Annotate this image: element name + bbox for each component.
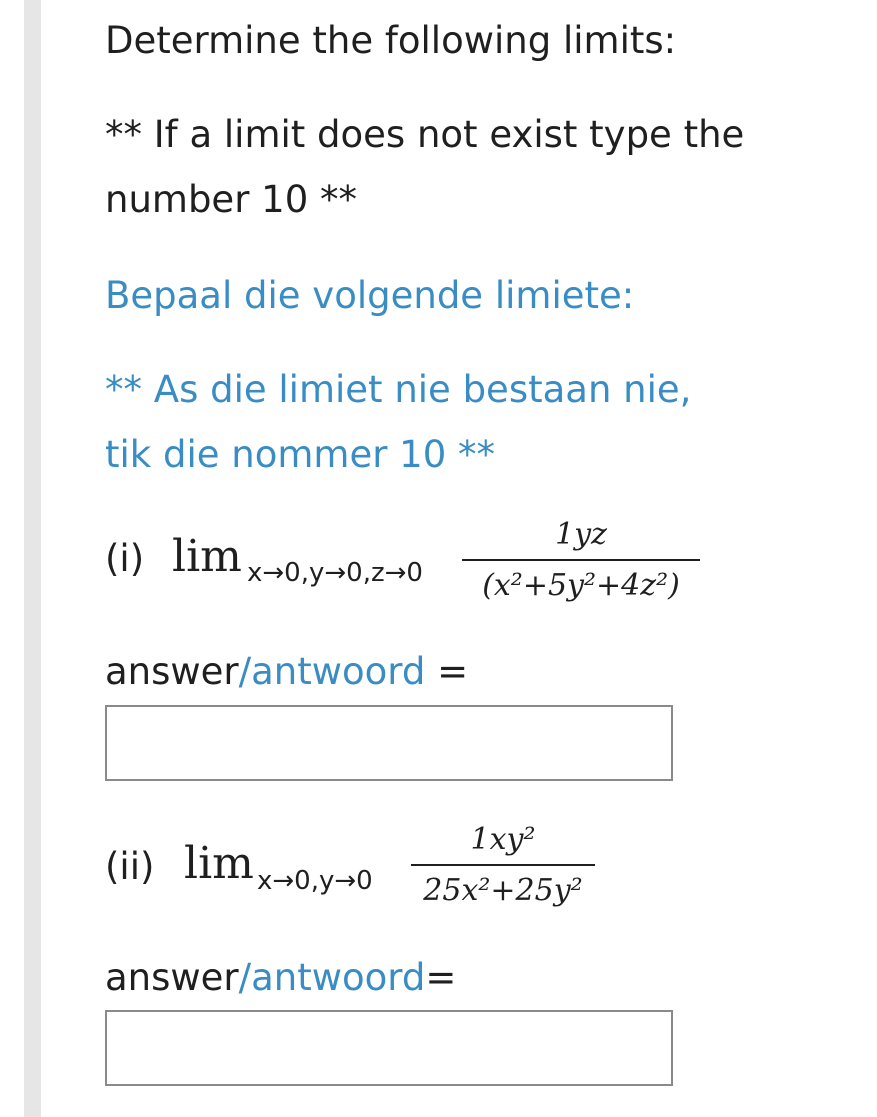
answer-label-i-slash: / [238,650,252,693]
afrikaans-note-line-1: ** As die limiet nie bestaan nie, [105,368,692,411]
problem-ii-denominator: 25x²+25y² [423,873,583,908]
english-title: Determine the following limits: [105,19,677,62]
left-rail [24,0,41,1117]
answer-label-i-eq: = [425,650,469,693]
afrikaans-title: Bepaal die volgende limiete: [105,274,635,317]
english-note-line-2: number 10 ** [105,178,358,221]
problem-i [105,510,825,630]
answer-input-ii[interactable] [105,1010,673,1086]
problem-i-subscript: x→0,y→0,z→0 [247,558,423,588]
answer-label-i-en: answer [105,650,239,693]
answer-label-ii-en: answer [105,956,239,999]
problem-ii-subscript: x→0,y→0 [257,866,373,896]
problem-i-denominator: (x²+5y²+4z²) [482,568,680,603]
problem-ii-numerator: 1xy² [470,822,536,857]
problem-ii-fraction [411,822,595,908]
answer-label-i-af: antwoord [251,650,426,693]
answer-label-ii [105,956,457,999]
problem-i-lim: lim [172,531,242,582]
problem-i-fraction-bar [462,559,700,561]
afrikaans-note-line-2: tik die nommer 10 ** [105,433,496,476]
problem-i-numerator: 1yz [555,517,607,552]
answer-label-ii-eq: = [425,956,457,999]
answer-input-i[interactable] [105,705,673,781]
answer-label-ii-slash: / [238,956,252,999]
answer-label-i [105,650,469,693]
problem-ii-label: (ii) [105,845,155,888]
problem-ii [105,815,825,935]
problem-ii-fraction-bar [411,864,595,866]
problem-ii-lim: lim [184,838,254,889]
answer-label-ii-af: antwoord [251,956,426,999]
english-note-line-1: ** If a limit does not exist type the [105,113,745,156]
problem-i-fraction [462,517,700,603]
problem-i-label: (i) [105,537,145,580]
